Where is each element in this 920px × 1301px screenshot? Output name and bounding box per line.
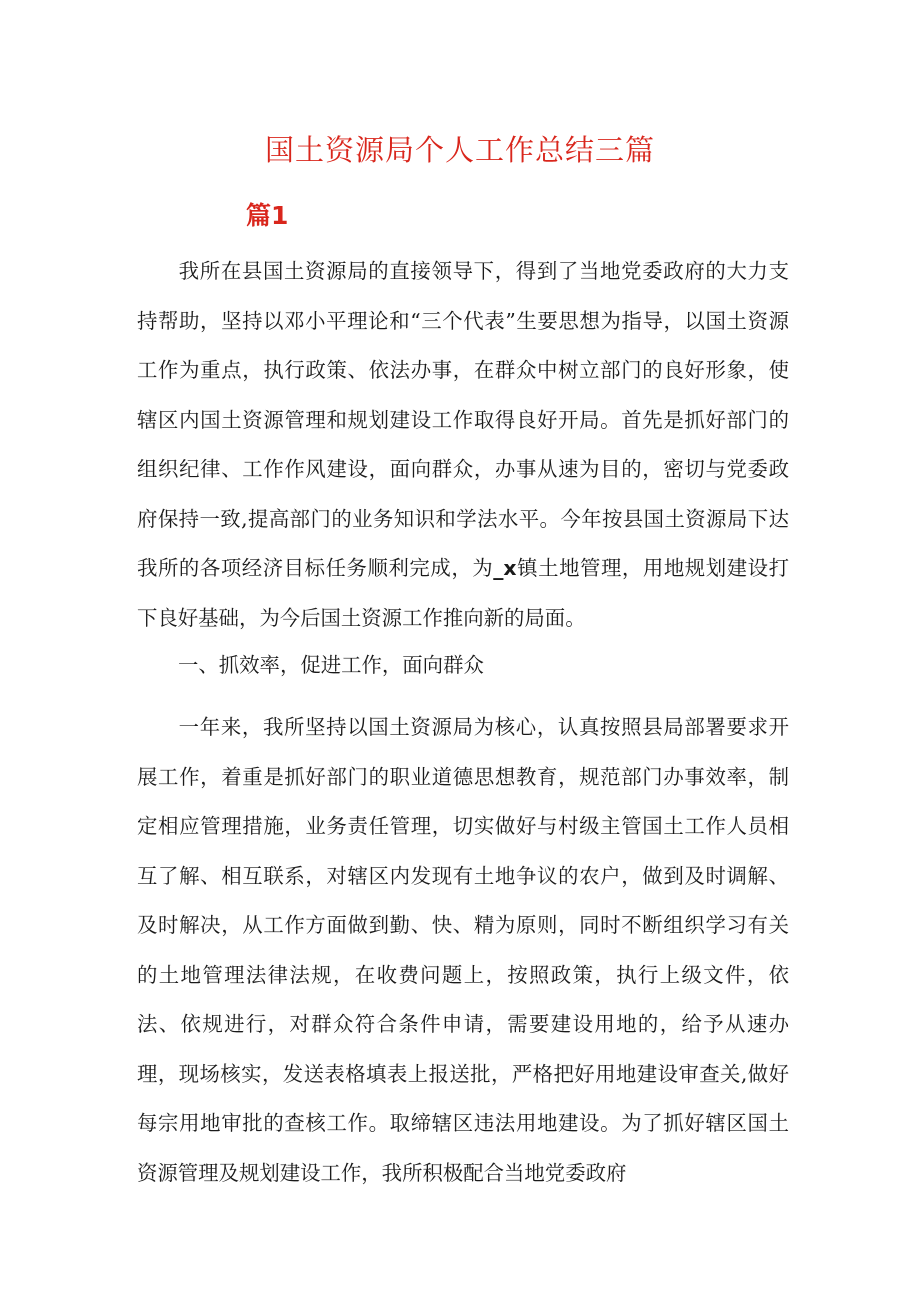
paragraph-intro-text-2: 镇土地管理，用地规划建设打下良好基础，为今后国土资源工作推向新的局面。 [137,556,790,630]
paragraph-efficiency-text: 一年来，我所坚持以国土资源局为核心，认真按照县局部署要求开展工作，着重是抓好部门的职业道德思想教育，规范部门办事效率，制定相应管理措施，业务责任管理，切实做好与村级主管国土工作人员相互了解、相互联系，对辖区内发现有土地争议的农户，做到及时调解、及时解决，从工作方面做到勤、快、精为原则，同时不断组织学习有关的土地管理法律法规，在收费问题上，按照政策，执行上级文件，依法、依规进行，对群众符合条件申请，需要建设用地的，给予从速办理，现场核实，发送表格填表上报送批，严格把好用地建设审查关,做好每宗用地审批的查核工作。取缔辖区违法用地建设。为了抓好辖区国土资源管理及规划建设工作，我所积极配合当地党委政府 [137,715,789,1185]
paragraph-efficiency [137,703,789,1198]
placeholder-marker: _x [493,556,517,580]
document-title: 国土资源局个人工作总结三篇 [264,133,655,167]
paragraph-intro-text-1: 我所在县国土资源局的直接领导下，得到了当地党委政府的大力支持帮助，坚持以邓小平理论和“三个代表”生要思想为指导，以国土资源工作为重点，执行政策、依法办事，在群众中树立部门的良好形象，使辖区内国土资源管理和规划建设工作取得良好开局。首先是抓好部门的组织纪律、工作作风建设，面向群众，办事从速为目的，密切与党委政府保持一致,提高部门的业务知识和学法水平。今年按县国土资源局下达我所的各项经济目标任务顺利完成，为 [137,259,789,580]
heading-efficiency: 一、抓效率，促进工作，面向群众 [178,653,484,677]
paragraph-intro [137,247,789,643]
section-label: 篇1 [246,201,289,230]
